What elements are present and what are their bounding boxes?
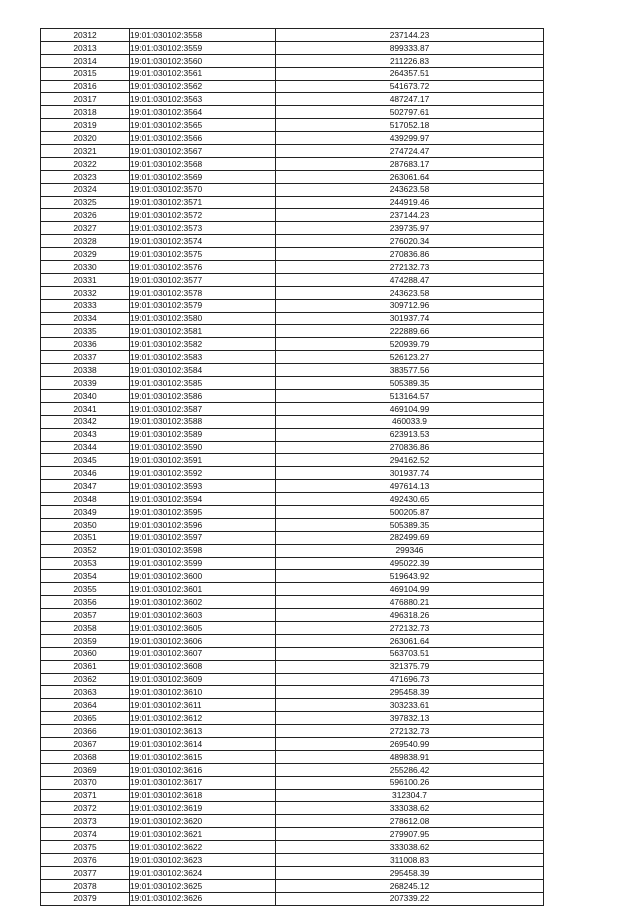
value-cell: 471696.73 [276, 673, 544, 686]
value-cell: 279907.95 [276, 828, 544, 841]
value-cell: 505389.35 [276, 518, 544, 531]
value-cell: 469104.99 [276, 402, 544, 415]
cadastral-number-cell: 19:01:030102:3558 [130, 29, 276, 42]
row-number-cell: 20323 [41, 170, 130, 183]
row-number-cell: 20366 [41, 725, 130, 738]
row-number-cell: 20325 [41, 196, 130, 209]
row-number-cell: 20374 [41, 828, 130, 841]
row-number-cell: 20321 [41, 145, 130, 158]
value-cell: 489838.91 [276, 750, 544, 763]
cadastral-number-cell: 19:01:030102:3609 [130, 673, 276, 686]
cadastral-number-cell: 19:01:030102:3601 [130, 583, 276, 596]
row-number-cell: 20376 [41, 854, 130, 867]
cadastral-number-cell: 19:01:030102:3570 [130, 183, 276, 196]
cadastral-number-cell: 19:01:030102:3600 [130, 570, 276, 583]
cadastral-number-cell: 19:01:030102:3566 [130, 132, 276, 145]
table-row [41, 750, 544, 763]
value-cell: 397832.13 [276, 712, 544, 725]
value-cell: 269540.99 [276, 737, 544, 750]
cadastral-number-cell: 19:01:030102:3587 [130, 402, 276, 415]
cadastral-number-cell: 19:01:030102:3586 [130, 389, 276, 402]
table-row [41, 776, 544, 789]
table-row [41, 737, 544, 750]
row-number-cell: 20315 [41, 67, 130, 80]
cadastral-number-cell: 19:01:030102:3619 [130, 802, 276, 815]
cadastral-number-cell: 19:01:030102:3615 [130, 750, 276, 763]
cadastral-number-cell: 19:01:030102:3616 [130, 763, 276, 776]
table-row [41, 29, 544, 42]
value-cell: 520939.79 [276, 338, 544, 351]
row-number-cell: 20367 [41, 737, 130, 750]
table-row [41, 67, 544, 80]
cadastral-number-cell: 19:01:030102:3581 [130, 325, 276, 338]
row-number-cell: 20319 [41, 119, 130, 132]
cadastral-number-cell: 19:01:030102:3574 [130, 235, 276, 248]
row-number-cell: 20365 [41, 712, 130, 725]
value-cell: 243623.58 [276, 286, 544, 299]
row-number-cell: 20312 [41, 29, 130, 42]
value-cell: 321375.79 [276, 660, 544, 673]
cadastral-number-cell: 19:01:030102:3592 [130, 467, 276, 480]
row-number-cell: 20347 [41, 480, 130, 493]
cadastral-number-cell: 19:01:030102:3591 [130, 454, 276, 467]
cadastral-number-cell: 19:01:030102:3571 [130, 196, 276, 209]
table-row [41, 132, 544, 145]
row-number-cell: 20338 [41, 364, 130, 377]
row-number-cell: 20334 [41, 312, 130, 325]
value-cell: 496318.26 [276, 609, 544, 622]
row-number-cell: 20364 [41, 699, 130, 712]
row-number-cell: 20373 [41, 815, 130, 828]
table-row [41, 570, 544, 583]
cadastral-number-cell: 19:01:030102:3620 [130, 815, 276, 828]
row-number-cell: 20351 [41, 531, 130, 544]
cadastral-number-cell: 19:01:030102:3575 [130, 248, 276, 261]
row-number-cell: 20322 [41, 157, 130, 170]
table-row [41, 609, 544, 622]
table-row [41, 325, 544, 338]
row-number-cell: 20370 [41, 776, 130, 789]
value-cell: 268245.12 [276, 879, 544, 892]
row-number-cell: 20358 [41, 621, 130, 634]
table-row [41, 712, 544, 725]
row-number-cell: 20335 [41, 325, 130, 338]
row-number-cell: 20317 [41, 93, 130, 106]
table-row [41, 299, 544, 312]
row-number-cell: 20316 [41, 80, 130, 93]
table-row [41, 170, 544, 183]
table-row [41, 802, 544, 815]
cadastral-number-cell: 19:01:030102:3577 [130, 273, 276, 286]
row-number-cell: 20350 [41, 518, 130, 531]
data-table [40, 28, 544, 906]
table-row [41, 145, 544, 158]
table-row [41, 828, 544, 841]
value-cell: 519643.92 [276, 570, 544, 583]
cadastral-number-cell: 19:01:030102:3606 [130, 634, 276, 647]
value-cell: 237144.23 [276, 209, 544, 222]
value-cell: 295458.39 [276, 686, 544, 699]
row-number-cell: 20369 [41, 763, 130, 776]
table-row [41, 583, 544, 596]
cadastral-number-cell: 19:01:030102:3614 [130, 737, 276, 750]
table-row [41, 351, 544, 364]
row-number-cell: 20324 [41, 183, 130, 196]
table-row [41, 789, 544, 802]
table-row [41, 892, 544, 905]
value-cell: 295458.39 [276, 866, 544, 879]
cadastral-number-cell: 19:01:030102:3626 [130, 892, 276, 905]
row-number-cell: 20371 [41, 789, 130, 802]
cadastral-number-cell: 19:01:030102:3578 [130, 286, 276, 299]
cadastral-number-cell: 19:01:030102:3618 [130, 789, 276, 802]
table-row [41, 596, 544, 609]
row-number-cell: 20339 [41, 377, 130, 390]
row-number-cell: 20356 [41, 596, 130, 609]
cadastral-number-cell: 19:01:030102:3569 [130, 170, 276, 183]
row-number-cell: 20332 [41, 286, 130, 299]
cadastral-number-cell: 19:01:030102:3624 [130, 866, 276, 879]
cadastral-number-cell: 19:01:030102:3560 [130, 54, 276, 67]
table-row [41, 673, 544, 686]
cadastral-number-cell: 19:01:030102:3568 [130, 157, 276, 170]
value-cell: 563703.51 [276, 647, 544, 660]
row-number-cell: 20361 [41, 660, 130, 673]
value-cell: 294162.52 [276, 454, 544, 467]
value-cell: 274724.47 [276, 145, 544, 158]
value-cell: 513164.57 [276, 389, 544, 402]
value-cell: 526123.27 [276, 351, 544, 364]
table-row [41, 209, 544, 222]
value-cell: 460033.9 [276, 415, 544, 428]
cadastral-number-cell: 19:01:030102:3598 [130, 544, 276, 557]
table-row [41, 725, 544, 738]
cadastral-number-cell: 19:01:030102:3612 [130, 712, 276, 725]
cadastral-number-cell: 19:01:030102:3617 [130, 776, 276, 789]
value-cell: 301937.74 [276, 467, 544, 480]
table-row [41, 866, 544, 879]
cadastral-number-cell: 19:01:030102:3602 [130, 596, 276, 609]
cadastral-number-cell: 19:01:030102:3562 [130, 80, 276, 93]
value-cell: 301937.74 [276, 312, 544, 325]
value-cell: 502797.61 [276, 106, 544, 119]
value-cell: 278612.08 [276, 815, 544, 828]
cadastral-number-cell: 19:01:030102:3607 [130, 647, 276, 660]
value-cell: 495022.39 [276, 557, 544, 570]
value-cell: 263061.64 [276, 170, 544, 183]
table-row [41, 647, 544, 660]
table-row [41, 119, 544, 132]
cadastral-number-cell: 19:01:030102:3622 [130, 841, 276, 854]
cadastral-number-cell: 19:01:030102:3573 [130, 222, 276, 235]
table-row [41, 854, 544, 867]
value-cell: 207339.22 [276, 892, 544, 905]
cadastral-number-cell: 19:01:030102:3584 [130, 364, 276, 377]
cadastral-number-cell: 19:01:030102:3625 [130, 879, 276, 892]
row-number-cell: 20342 [41, 415, 130, 428]
table-row [41, 364, 544, 377]
value-cell: 500205.87 [276, 505, 544, 518]
value-cell: 492430.65 [276, 493, 544, 506]
row-number-cell: 20348 [41, 493, 130, 506]
value-cell: 497614.13 [276, 480, 544, 493]
table-row [41, 183, 544, 196]
row-number-cell: 20328 [41, 235, 130, 248]
cadastral-number-cell: 19:01:030102:3613 [130, 725, 276, 738]
cadastral-number-cell: 19:01:030102:3589 [130, 428, 276, 441]
table-row [41, 841, 544, 854]
value-cell: 474288.47 [276, 273, 544, 286]
table-row [41, 686, 544, 699]
table-row [41, 557, 544, 570]
row-number-cell: 20327 [41, 222, 130, 235]
row-number-cell: 20352 [41, 544, 130, 557]
table-row [41, 93, 544, 106]
cadastral-number-cell: 19:01:030102:3579 [130, 299, 276, 312]
cadastral-number-cell: 19:01:030102:3582 [130, 338, 276, 351]
value-cell: 282499.69 [276, 531, 544, 544]
cadastral-number-cell: 19:01:030102:3563 [130, 93, 276, 106]
row-number-cell: 20326 [41, 209, 130, 222]
table-row [41, 402, 544, 415]
value-cell: 469104.99 [276, 583, 544, 596]
table-row [41, 531, 544, 544]
cadastral-number-cell: 19:01:030102:3603 [130, 609, 276, 622]
table-row [41, 222, 544, 235]
value-cell: 211226.83 [276, 54, 544, 67]
cadastral-number-cell: 19:01:030102:3599 [130, 557, 276, 570]
value-cell: 312304.7 [276, 789, 544, 802]
value-cell: 244919.46 [276, 196, 544, 209]
value-cell: 899333.87 [276, 41, 544, 54]
value-cell: 237144.23 [276, 29, 544, 42]
value-cell: 309712.96 [276, 299, 544, 312]
table-row [41, 415, 544, 428]
row-number-cell: 20336 [41, 338, 130, 351]
value-cell: 239735.97 [276, 222, 544, 235]
row-number-cell: 20329 [41, 248, 130, 261]
row-number-cell: 20372 [41, 802, 130, 815]
value-cell: 623913.53 [276, 428, 544, 441]
table-row [41, 441, 544, 454]
table-row [41, 235, 544, 248]
value-cell: 272132.73 [276, 261, 544, 274]
table-row [41, 377, 544, 390]
cadastral-number-cell: 19:01:030102:3580 [130, 312, 276, 325]
table-row [41, 518, 544, 531]
row-number-cell: 20318 [41, 106, 130, 119]
row-number-cell: 20379 [41, 892, 130, 905]
row-number-cell: 20378 [41, 879, 130, 892]
table-row [41, 157, 544, 170]
row-number-cell: 20313 [41, 41, 130, 54]
row-number-cell: 20314 [41, 54, 130, 67]
value-cell: 270836.86 [276, 441, 544, 454]
cadastral-number-cell: 19:01:030102:3588 [130, 415, 276, 428]
row-number-cell: 20345 [41, 454, 130, 467]
cadastral-number-cell: 19:01:030102:3593 [130, 480, 276, 493]
cadastral-number-cell: 19:01:030102:3559 [130, 41, 276, 54]
row-number-cell: 20344 [41, 441, 130, 454]
row-number-cell: 20368 [41, 750, 130, 763]
table-row [41, 41, 544, 54]
cadastral-number-cell: 19:01:030102:3610 [130, 686, 276, 699]
table-row [41, 196, 544, 209]
row-number-cell: 20349 [41, 505, 130, 518]
value-cell: 255286.42 [276, 763, 544, 776]
cadastral-number-cell: 19:01:030102:3564 [130, 106, 276, 119]
table-row [41, 763, 544, 776]
table-row [41, 480, 544, 493]
cadastral-number-cell: 19:01:030102:3595 [130, 505, 276, 518]
table-row [41, 660, 544, 673]
row-number-cell: 20377 [41, 866, 130, 879]
value-cell: 541673.72 [276, 80, 544, 93]
value-cell: 299346 [276, 544, 544, 557]
row-number-cell: 20340 [41, 389, 130, 402]
row-number-cell: 20343 [41, 428, 130, 441]
table-row [41, 106, 544, 119]
row-number-cell: 20360 [41, 647, 130, 660]
table-row [41, 634, 544, 647]
row-number-cell: 20341 [41, 402, 130, 415]
row-number-cell: 20354 [41, 570, 130, 583]
row-number-cell: 20337 [41, 351, 130, 364]
value-cell: 243623.58 [276, 183, 544, 196]
row-number-cell: 20363 [41, 686, 130, 699]
cadastral-number-cell: 19:01:030102:3611 [130, 699, 276, 712]
value-cell: 333038.62 [276, 841, 544, 854]
row-number-cell: 20359 [41, 634, 130, 647]
cadastral-number-cell: 19:01:030102:3585 [130, 377, 276, 390]
table-row [41, 544, 544, 557]
cadastral-number-cell: 19:01:030102:3590 [130, 441, 276, 454]
row-number-cell: 20357 [41, 609, 130, 622]
table-row [41, 815, 544, 828]
table-row [41, 338, 544, 351]
cadastral-number-cell: 19:01:030102:3565 [130, 119, 276, 132]
cadastral-number-cell: 19:01:030102:3621 [130, 828, 276, 841]
value-cell: 264357.51 [276, 67, 544, 80]
table-row [41, 699, 544, 712]
row-number-cell: 20331 [41, 273, 130, 286]
table-row [41, 312, 544, 325]
value-cell: 263061.64 [276, 634, 544, 647]
cadastral-number-cell: 19:01:030102:3605 [130, 621, 276, 634]
table-body [41, 29, 544, 906]
value-cell: 276020.34 [276, 235, 544, 248]
cadastral-number-cell: 19:01:030102:3583 [130, 351, 276, 364]
cadastral-number-cell: 19:01:030102:3597 [130, 531, 276, 544]
value-cell: 272132.73 [276, 725, 544, 738]
row-number-cell: 20320 [41, 132, 130, 145]
row-number-cell: 20353 [41, 557, 130, 570]
value-cell: 487247.17 [276, 93, 544, 106]
cadastral-number-cell: 19:01:030102:3572 [130, 209, 276, 222]
table-row [41, 273, 544, 286]
cadastral-number-cell: 19:01:030102:3596 [130, 518, 276, 531]
table-row [41, 467, 544, 480]
value-cell: 311008.83 [276, 854, 544, 867]
value-cell: 303233.61 [276, 699, 544, 712]
row-number-cell: 20375 [41, 841, 130, 854]
value-cell: 287683.17 [276, 157, 544, 170]
row-number-cell: 20346 [41, 467, 130, 480]
cadastral-number-cell: 19:01:030102:3576 [130, 261, 276, 274]
row-number-cell: 20330 [41, 261, 130, 274]
value-cell: 333038.62 [276, 802, 544, 815]
value-cell: 439299.97 [276, 132, 544, 145]
table-row [41, 505, 544, 518]
table-row [41, 80, 544, 93]
cadastral-number-cell: 19:01:030102:3594 [130, 493, 276, 506]
table-row [41, 454, 544, 467]
value-cell: 383577.56 [276, 364, 544, 377]
table-row [41, 428, 544, 441]
row-number-cell: 20355 [41, 583, 130, 596]
cadastral-number-cell: 19:01:030102:3561 [130, 67, 276, 80]
value-cell: 222889.66 [276, 325, 544, 338]
table-row [41, 389, 544, 402]
table-row [41, 54, 544, 67]
value-cell: 596100.26 [276, 776, 544, 789]
value-cell: 272132.73 [276, 621, 544, 634]
value-cell: 517052.18 [276, 119, 544, 132]
value-cell: 270836.86 [276, 248, 544, 261]
table-row [41, 879, 544, 892]
table-row [41, 248, 544, 261]
table-row [41, 621, 544, 634]
cadastral-number-cell: 19:01:030102:3623 [130, 854, 276, 867]
row-number-cell: 20333 [41, 299, 130, 312]
table-row [41, 493, 544, 506]
cadastral-number-cell: 19:01:030102:3567 [130, 145, 276, 158]
row-number-cell: 20362 [41, 673, 130, 686]
value-cell: 505389.35 [276, 377, 544, 390]
table-row [41, 261, 544, 274]
value-cell: 476880.21 [276, 596, 544, 609]
cadastral-number-cell: 19:01:030102:3608 [130, 660, 276, 673]
table-row [41, 286, 544, 299]
